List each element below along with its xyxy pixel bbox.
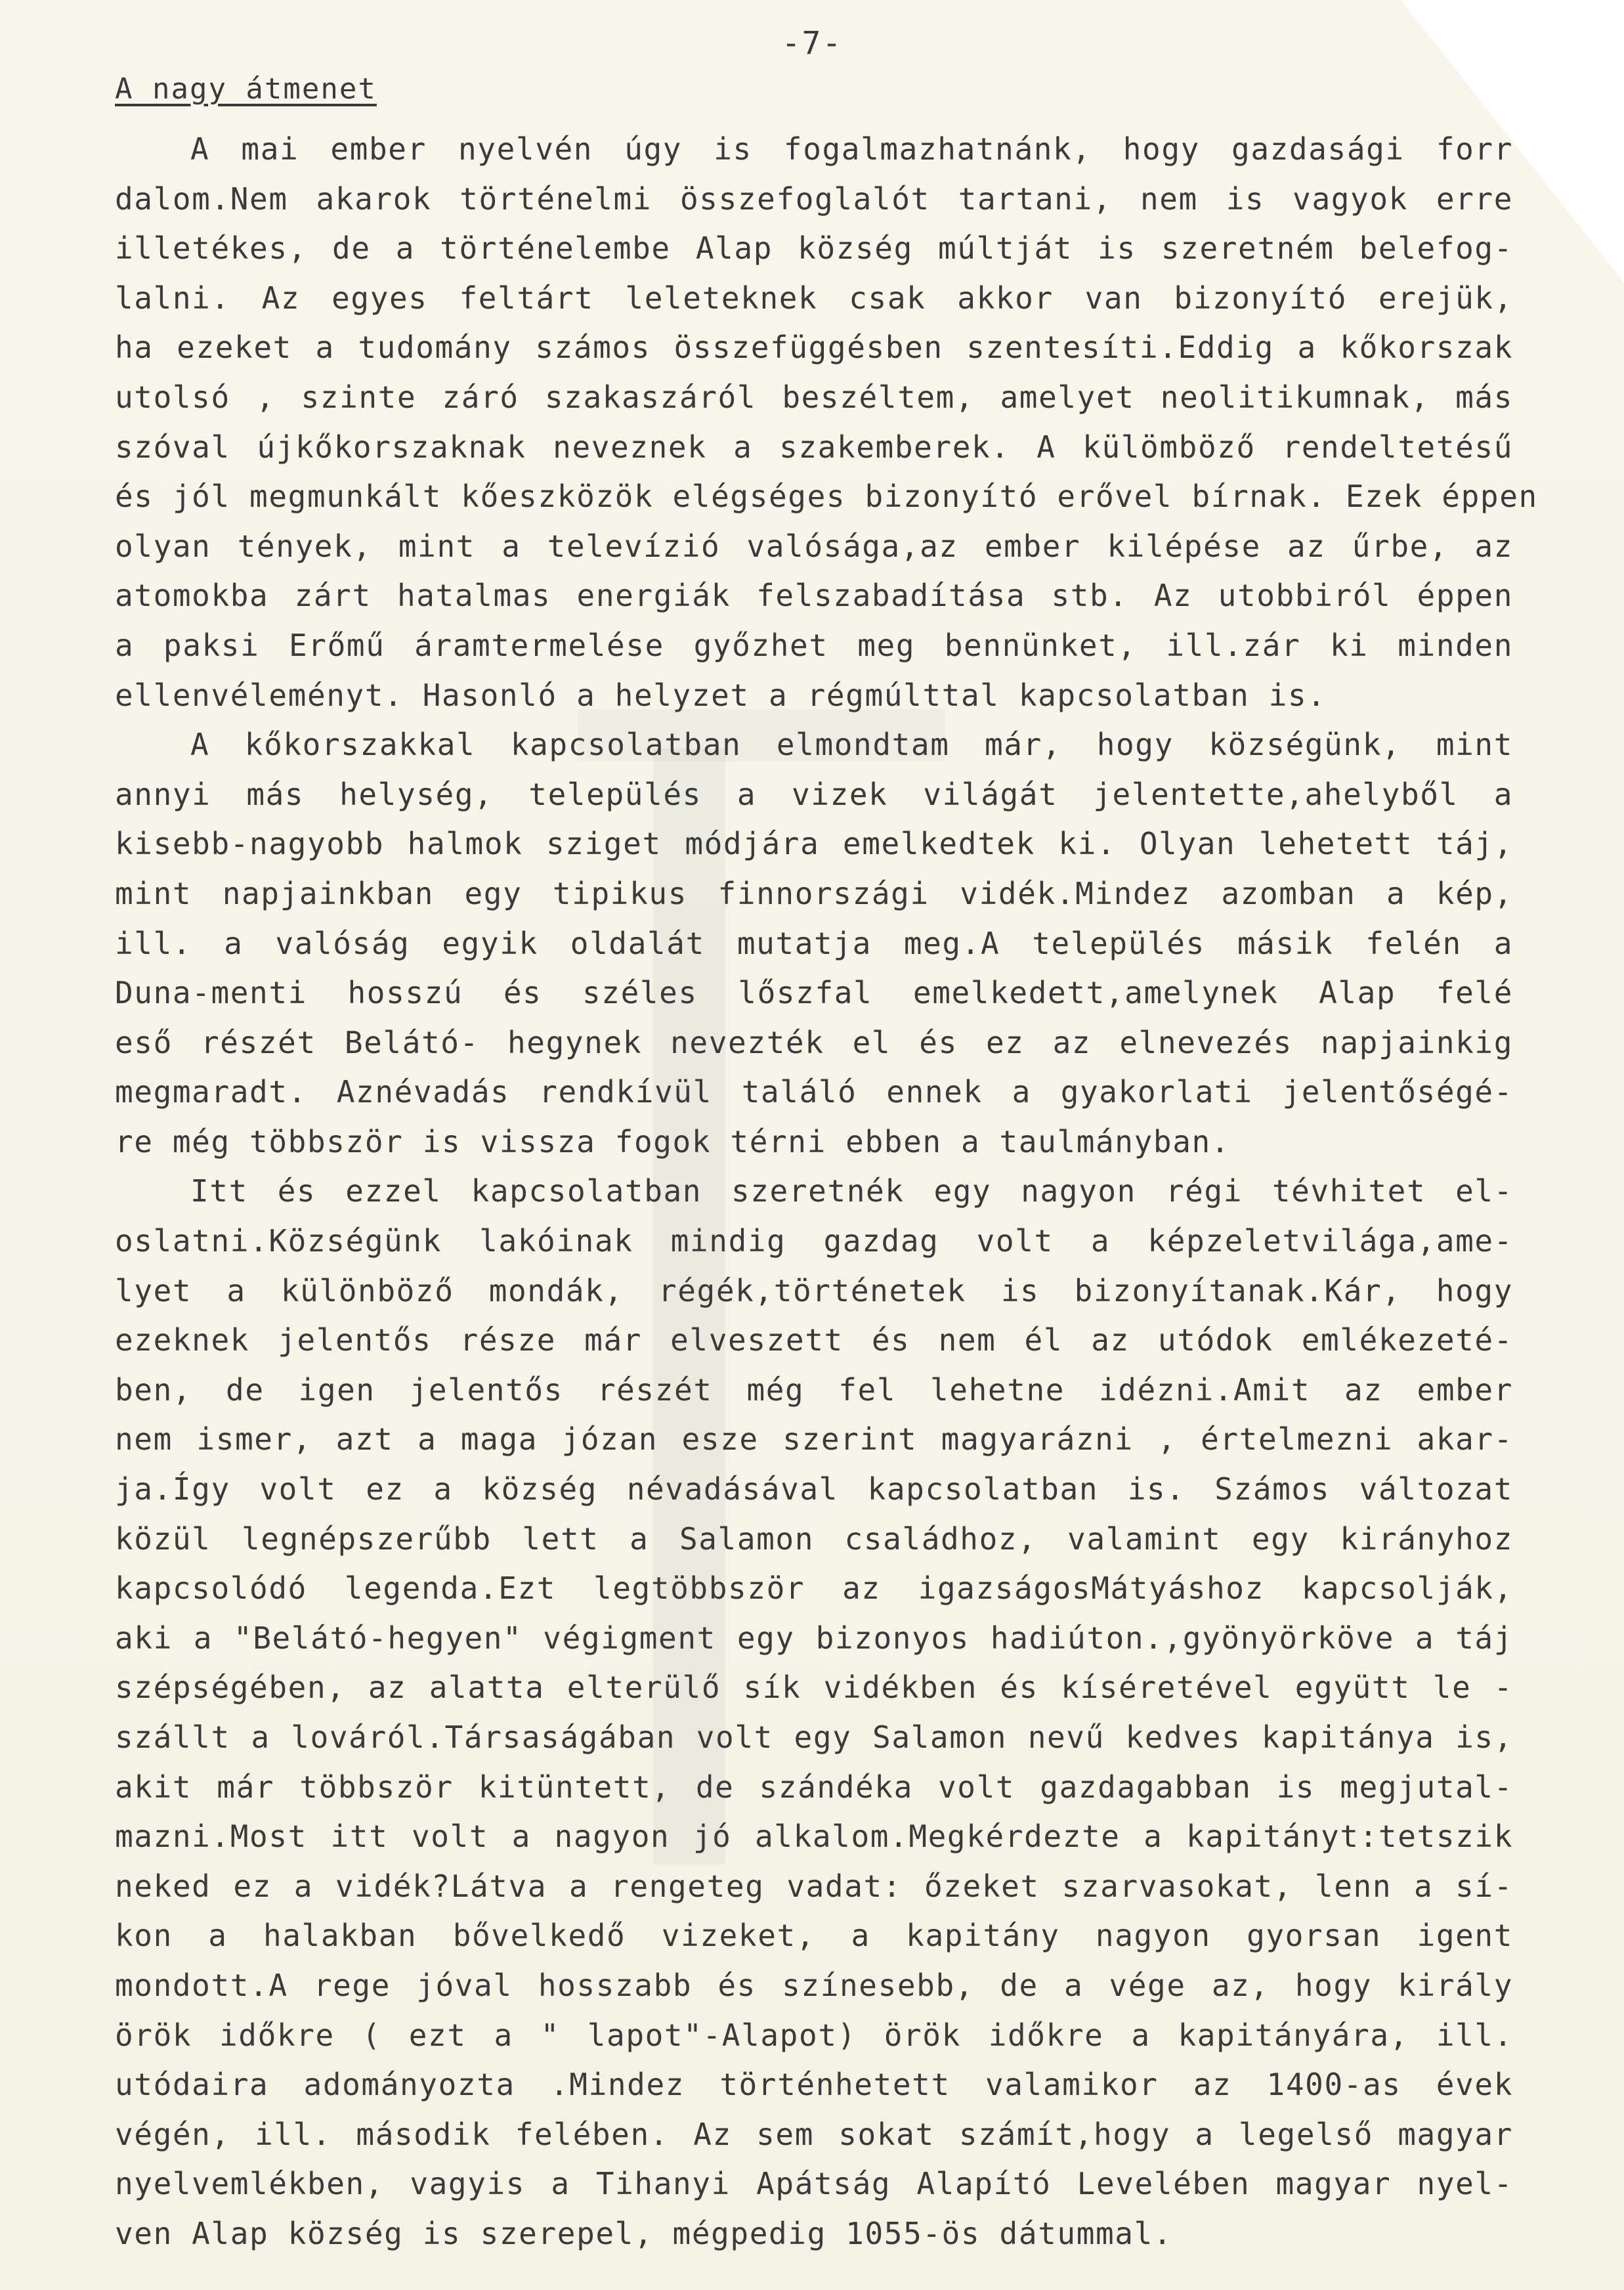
text-line: eső részét Belátó- hegynek nevezték el és ez az elnevezés napjainkig <box>115 1024 1513 1060</box>
text-line: mondott.A rege jóval hosszabb és színesebb, de a vége az, hogy király <box>115 1967 1513 2003</box>
body-text <box>115 125 1538 2259</box>
text-line: nem ismer, azt a maga józan esze szerint magyarázni , értelmezni akar- <box>115 1421 1513 1458</box>
text-line: Itt és ezzel kapcsolatban szeretnék egy nagyon régi tévhitet el- <box>190 1173 1513 1209</box>
text-line: kisebb-nagyobb halmok sziget módjára emelkedtek ki. Olyan lehetett táj, <box>115 826 1513 862</box>
text-line: A mai ember nyelvén úgy is fogalmazhatnánk, hogy gazdasági forr <box>190 131 1513 167</box>
text-line: kapcsolódó legenda.Ezt legtöbbször az igazságosMátyáshoz kapcsolják, <box>115 1570 1513 1607</box>
text-line: végén, ill. második felében. Az sem sokat számít,hogy a legelső magyar <box>115 2116 1513 2152</box>
text-line: mint napjainkban egy tipikus finnországi vidék.Mindez azomban a kép, <box>115 875 1513 911</box>
text-line: illetékes, de a történelembe Alap község múltját is szeretném belefog- <box>115 230 1513 267</box>
text-line: ven Alap község is szerepel, mégpedig 1055-ös dátummal. <box>115 2215 1173 2251</box>
text-line: megmaradt. Aznévadás rendkívül találó ennek a gyakorlati jelentőségé- <box>115 1074 1513 1110</box>
text-line: annyi más helység, település a vizek világát jelentette,ahelyből a <box>115 776 1513 812</box>
text-line: Duna-menti hosszú és széles lőszfal emelkedett,amelynek Alap felé <box>115 975 1513 1011</box>
text-line: és jól megmunkált kőeszközök elégséges bizonyító erővel bírnak. Ezek éppen <box>115 479 1538 515</box>
text-line: atomokba zárt hatalmas energiák felszabadítása stb. Az utobbiról éppen <box>115 578 1513 614</box>
text-line: ha ezeket a tudomány számos összefüggésben szentesíti.Eddig a kőkorszak <box>115 330 1513 366</box>
text-line: oslatni.Községünk lakóinak mindig gazdag volt a képzeletvilága,ame- <box>115 1223 1513 1259</box>
text-line: szállt a lováról.Társaságában volt egy Salamon nevű kedves kapitánya is, <box>115 1719 1513 1755</box>
text-line: neked ez a vidék?Látva a rengeteg vadat: őzeket szarvasokat, lenn a sí- <box>115 1868 1513 1904</box>
text-line: ellenvéleményt. Hasonló a helyzet a régmúlttal kapcsolatban is. <box>115 677 1327 713</box>
text-line: szépségében, az alatta elterülő sík vidékben és kíséretével együtt le - <box>115 1670 1513 1706</box>
text-line: lalni. Az egyes feltárt leleteknek csak akkor van bizonyító erejük, <box>115 280 1513 316</box>
text-line: A kőkorszakkal kapcsolatban elmondtam már, hogy községünk, mint <box>190 727 1513 763</box>
text-line: aki a "Belátó-hegyen" végigment egy bizonyos hadiúton.,gyönyörköve a táj <box>115 1620 1513 1656</box>
text-line: ezeknek jelentős része már elveszett és nem él az utódok emlékezeté- <box>115 1322 1513 1358</box>
text-line: kon a halakban bővelkedő vizeket, a kapitány nagyon gyorsan igent <box>115 1918 1513 1954</box>
text-line: mazni.Most itt volt a nagyon jó alkalom.Megkérdezte a kapitányt:tetszik <box>115 1819 1513 1855</box>
text-line: utódaira adományozta .Mindez történhetett valamikor az 1400-as évek <box>115 2067 1513 2103</box>
text-line: lyet a különböző mondák, régék,történetek is bizonyítanak.Kár, hogy <box>115 1272 1513 1308</box>
text-line: ill. a valóság egyik oldalát mutatja meg.A település másik felén a <box>115 925 1513 961</box>
text-line: a paksi Erőmű áramtermelése győzhet meg bennünket, ill.zár ki minden <box>115 627 1513 663</box>
text-line: olyan tények, mint a televízió valósága,az ember kilépése az űrbe, az <box>115 528 1513 564</box>
text-line: örök időkre ( ezt a " lapot"-Alapot) örök időkre a kapitányára, ill. <box>115 2017 1513 2053</box>
text-line: dalom.Nem akarok történelmi összefoglalót tartani, nem is vagyok erre <box>115 181 1513 217</box>
text-line: ben, de igen jelentős részét még fel lehetne idézni.Amit az ember <box>115 1372 1513 1408</box>
text-line: nyelvemlékben, vagyis a Tihanyi Apátság Alapító Levelében magyar nyel- <box>115 2166 1513 2202</box>
section-title: A nagy átmenet <box>115 72 377 106</box>
text-line: szóval újkőkorszaknak neveznek a szakemberek. A külömböző rendeltetésű <box>115 429 1513 465</box>
text-line: ja.Így volt ez a község névadásával kapcsolatban is. Számos változat <box>115 1471 1513 1507</box>
text-line: re még többször is vissza fogok térni ebben a taulmányban. <box>115 1123 1231 1159</box>
text-line: akit már többször kitüntett, de szándéka volt gazdagabban is megjutal- <box>115 1769 1513 1805</box>
page-number: -7- <box>781 25 843 62</box>
text-line: utolsó , szinte záró szakaszáról beszéltem, amelyet neolitikumnak, más <box>115 379 1513 415</box>
text-line: közül legnépszerűbb lett a Salamon családhoz, valamint egy kirányhoz <box>115 1521 1513 1557</box>
